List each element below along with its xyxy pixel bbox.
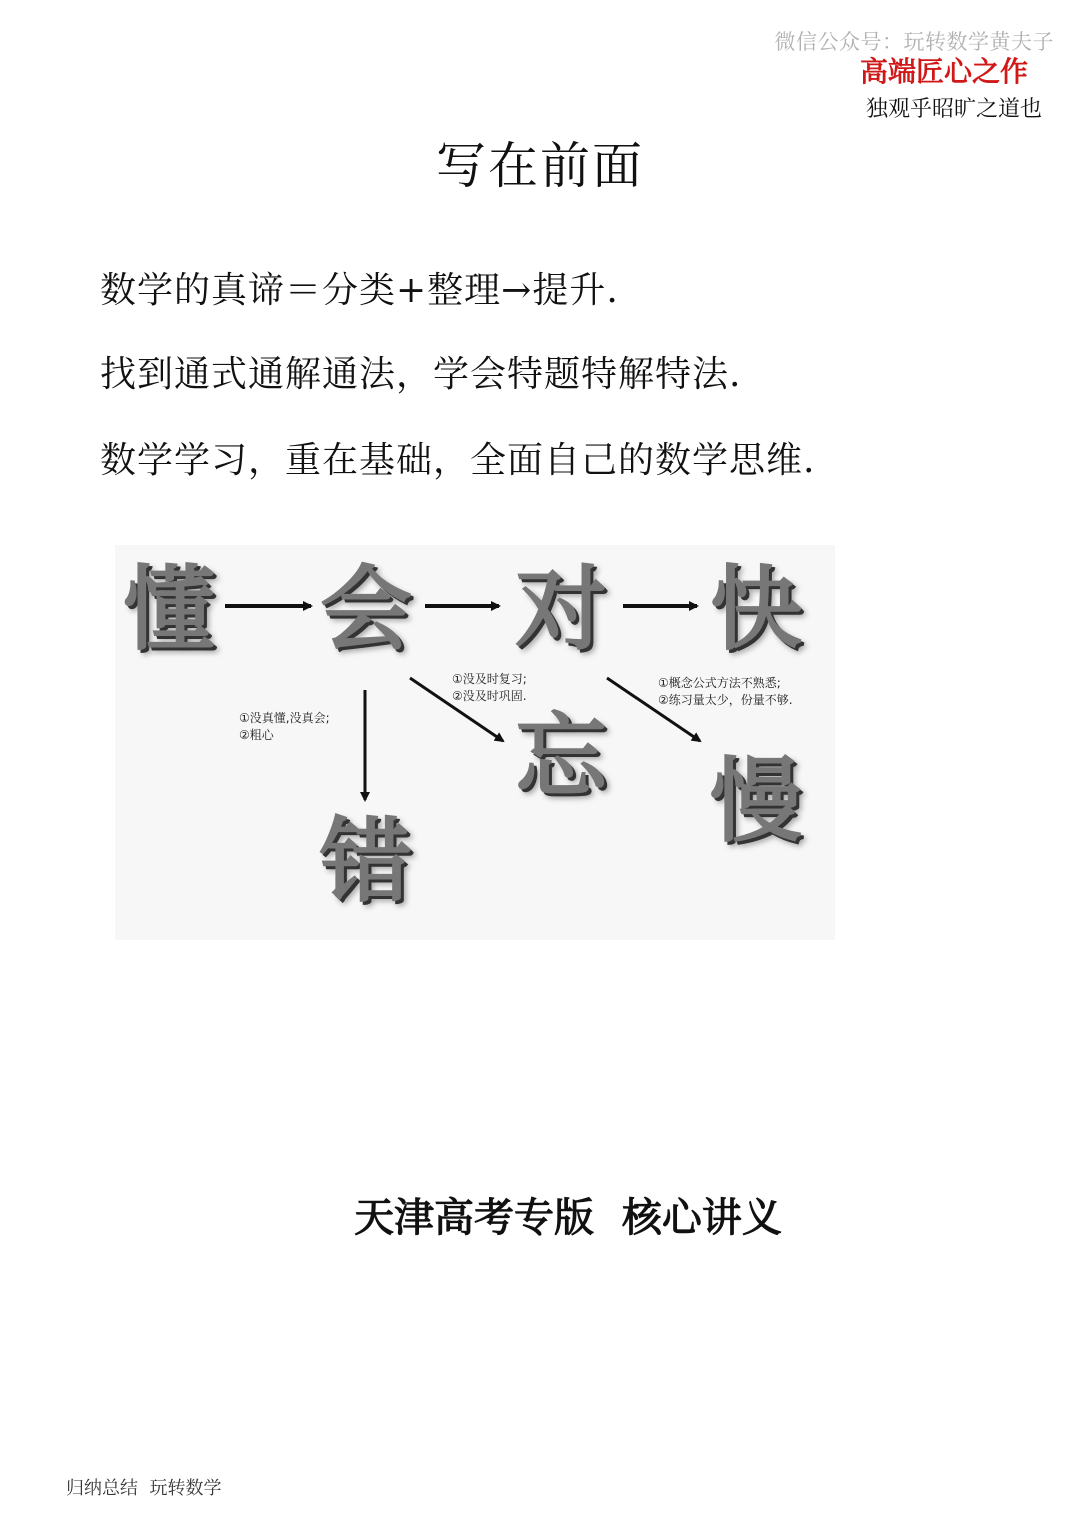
char-fast: 快: [710, 555, 803, 663]
page-title: 写在前面: [436, 137, 644, 195]
char-wrong: 错: [320, 807, 413, 915]
note-slow: [658, 675, 793, 709]
char-understand: 懂: [123, 555, 216, 663]
brand-subtitle: 独观乎昭旷之道也: [866, 97, 1043, 122]
motto-line: 数学的真谛＝分类+整理→提升.: [100, 270, 619, 311]
document-subtitle: 天津高考专版 核心讲义: [354, 1195, 782, 1241]
motto-line: 数学学习，重在基础，全面自己的数学思维.: [100, 440, 816, 481]
footer-text: 归纳总结 玩转数学: [66, 1478, 222, 1499]
note-line: ①没真懂,没真会;: [239, 711, 330, 725]
note-line: ②粗心: [239, 728, 274, 742]
note-wrong: [239, 710, 330, 744]
watermark-text: 微信公众号：玩转数学黄夫子: [774, 30, 1054, 54]
note-line: ①没及时复习;: [452, 672, 527, 686]
motto-line: 找到通式通解通法，学会特题特解特法.: [100, 354, 742, 395]
note-line: ①概念公式方法不熟悉;: [658, 676, 781, 690]
char-slow: 慢: [710, 747, 803, 855]
char-know: 会: [320, 555, 413, 663]
char-correct: 对: [515, 555, 608, 663]
char-forget: 忘: [515, 702, 608, 810]
learning-flow-diagram: [115, 545, 835, 940]
note-line: ②没及时巩固.: [452, 689, 527, 703]
note-forget: [452, 671, 527, 705]
note-line: ②练习量太少，份量不够.: [658, 693, 793, 707]
brand-title: 高端匠心之作: [860, 55, 1029, 88]
